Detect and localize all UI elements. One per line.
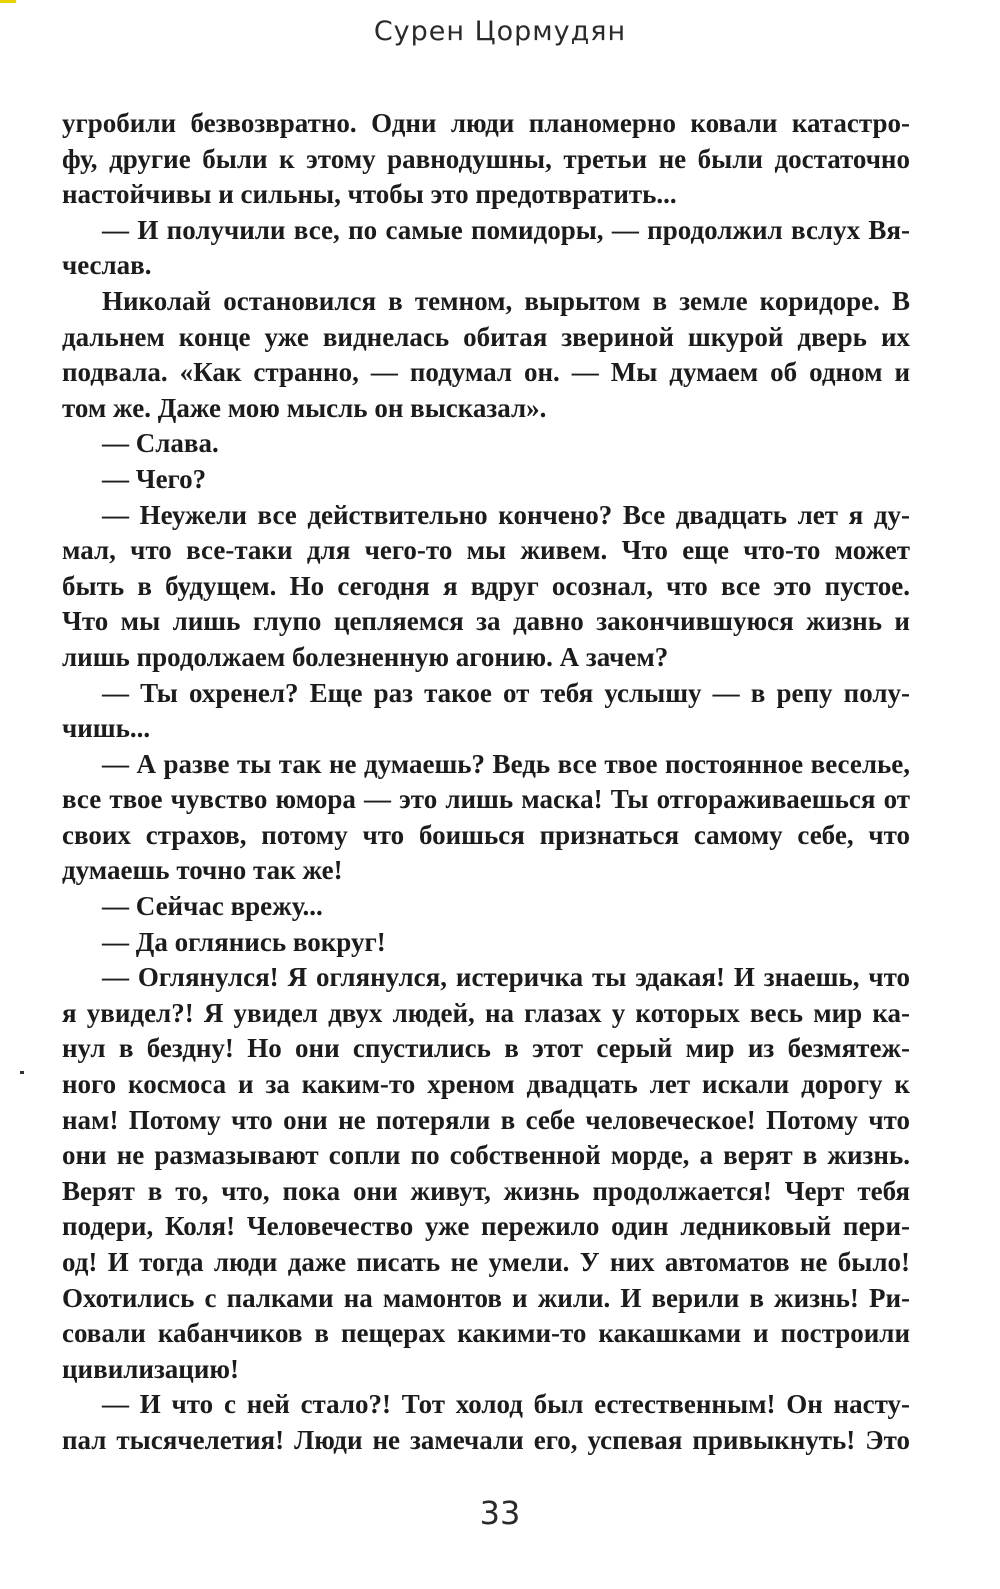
text-line: быть в будущем. Но сегодня я вдруг осознал, что все это пустое. xyxy=(62,570,910,601)
text-line: — Сейчас врежу... xyxy=(102,891,323,922)
text-line: настойчивы и сильны, чтобы это предотвратить... xyxy=(62,179,677,210)
text-line: чишь... xyxy=(62,713,151,744)
text-line: я увидел?! Я увидел двух людей, на глазах у которых весь мир ка- xyxy=(62,997,910,1028)
scan-corner-mark xyxy=(0,0,16,3)
text-line: нул в бездну! Но они спустились в этот серый мир из безмятеж- xyxy=(62,1033,910,1064)
text-line: нам! Потому что они не потеряли в себе человеческое! Потому что xyxy=(62,1104,910,1135)
text-line: — Неужели все действительно кончено? Все двадцать лет я ду- xyxy=(102,499,910,530)
running-head: Сурен Цормудян xyxy=(373,16,627,47)
text-line: фу, другие были к этому равнодушны, третьи не были достаточно xyxy=(62,143,910,174)
page-number: 33 xyxy=(479,1494,521,1532)
margin-speck xyxy=(20,1071,24,1074)
text-line: Охотились с палками на мамонтов и жили. И верили в жизнь! Ри- xyxy=(62,1282,910,1313)
text-line: — Да оглянись вокруг! xyxy=(102,926,386,957)
text-line: том же. Даже мою мысль он высказал». xyxy=(62,392,547,423)
text-line: совали кабанчиков в пещерах какими-то какашками и построили xyxy=(62,1318,910,1349)
text-line: мал, что все-таки для чего-то мы живем. Что еще что-то может xyxy=(62,535,910,566)
text-line: чеслав. xyxy=(62,250,152,281)
text-line: — Чего? xyxy=(102,463,207,494)
text-line: подвала. «Как странно, — подумал он. — Мы думаем об одном и xyxy=(62,357,910,388)
text-line: — И получили все, по самые помидоры, — продолжил вслух Вя- xyxy=(102,214,910,245)
text-line: од! И тогда люди даже писать не умели. У них автоматов не было! xyxy=(62,1247,910,1277)
text-line: Верят в то, что, пока они живут, жизнь продолжается! Черт тебя xyxy=(62,1175,910,1206)
text-line: — Оглянулся! Я оглянулся, истеричка ты эдакая! И знаешь, что xyxy=(102,962,910,993)
text-line: Что мы лишь глупо цепляемся за давно закончившуюся жизнь и xyxy=(62,606,910,637)
text-line: думаешь точно так же! xyxy=(62,855,343,886)
text-line: подери, Коля! Человечество уже пережило один ледниковый пери- xyxy=(62,1211,910,1242)
text-line: — Слава. xyxy=(102,428,219,459)
body-text xyxy=(62,106,910,1459)
text-line: Николай остановился в темном, вырытом в земле коридоре. В xyxy=(102,285,910,316)
text-line: — А разве ты так не думаешь? Ведь все твое постоянное веселье, xyxy=(102,748,910,779)
text-line: — Ты охренел? Еще раз такое от тебя услышу — в репу полу- xyxy=(102,677,910,708)
text-line: — И что с ней стало?! Тот холод был естественным! Он насту- xyxy=(102,1389,910,1420)
text-line: все твое чувство юмора — это лишь маска! Ты отгораживаешься от xyxy=(62,784,910,815)
text-line: пал тысячелетия! Люди не замечали его, успевая привыкнуть! Это xyxy=(62,1424,910,1455)
text-line: ного космоса и за каким-то хреном двадцать лет искали дорогу к xyxy=(62,1069,910,1100)
text-line: цивилизацию! xyxy=(62,1353,240,1384)
text-line: дальнем конце уже виднелась обитая звериной шкурой дверь их xyxy=(62,321,910,352)
text-line: они не размазывают сопли по собственной морде, а верят в жизнь. xyxy=(62,1140,910,1171)
text-line: лишь продолжаем болезненную агонию. А зачем? xyxy=(62,641,669,672)
text-line: угробили безвозвратно. Одни люди планомерно ковали катастро- xyxy=(62,108,910,138)
text-line: своих страхов, потому что боишься признаться самому себе, что xyxy=(62,819,910,850)
